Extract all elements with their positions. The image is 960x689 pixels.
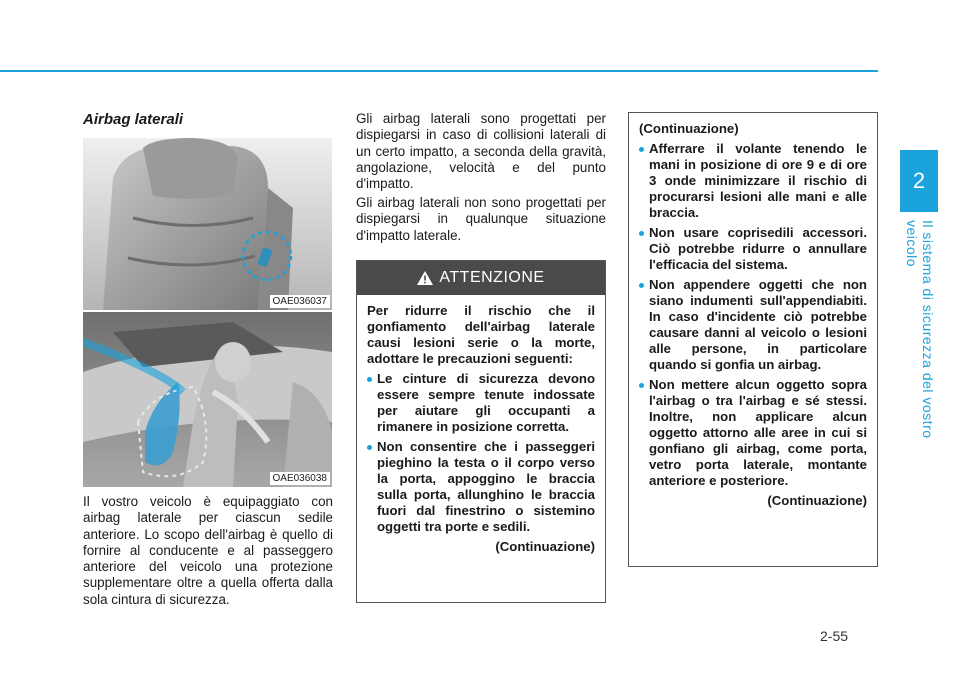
- bullet-icon: [367, 377, 372, 382]
- list-item: [639, 141, 867, 221]
- bullet-icon: [639, 147, 644, 152]
- warning-list: [367, 371, 595, 535]
- bullet-icon: [639, 231, 644, 236]
- list-item-text: Non mettere alcun oggetto sopra l'airbag o tra l'airbag e sé stessi. Inoltre, non applicare alcun oggetto attorno alle aree in cui si gonfiano gli airbag, come porta, vetro porta laterale, montante anteriore e posteriore.: [649, 377, 867, 488]
- list-item: [639, 277, 867, 373]
- interior-illustration: [83, 312, 332, 487]
- warning-header: [357, 261, 605, 295]
- bullet-icon: [639, 383, 644, 388]
- chapter-title: Il sistema di sicurezza del vostro veicolo: [904, 220, 936, 439]
- deploy-paragraph: Gli airbag laterali sono progettati per dispiegarsi in caso di collisioni laterali di un certo impatto, a seconda della gravità, angolazione, velocità e del punto d'impatto.: [356, 111, 606, 192]
- warning-box: [356, 260, 606, 603]
- list-item: [367, 371, 595, 435]
- warning-intro: Per ridurre il rischio che il gonfiamento dell'airbag laterale causi lesioni serie o la morte, adottare le precauzioni seguenti:: [367, 303, 595, 366]
- list-item-text: Non consentire che i passeggeri pieghino la testa o il corpo verso la porta, appoggino le braccia sulla porta, allunghino le braccia fuori dal finestrino o sistemino oggetti tra porte e sedili.: [377, 439, 595, 534]
- chapter-number: 2: [912, 168, 926, 193]
- list-item-text: Non usare coprisedili accessori. Ciò potrebbe ridurre o annullare l'efficacia del sistema.: [649, 225, 867, 272]
- list-item-text: Non appendere oggetti che non siano indumenti sull'appendiabiti. In caso d'incidente ciò potrebbe causare danni al veicolo o lesioni alle persone, in particolare quando si gonfia un airbag.: [649, 277, 867, 372]
- warning-icon: [417, 271, 433, 285]
- seat-illustration: [83, 138, 332, 310]
- figure-code-2: OAE036038: [270, 472, 331, 485]
- continuation-list: [639, 141, 867, 489]
- non-deploy-paragraph: Gli airbag laterali non sono progettati per dispiegarsi in qualunque situazione d'impatto laterale.: [356, 195, 606, 243]
- list-item-text: Le cinture di sicurezza devono essere sempre tenute indossate per aiutare gli occupanti a rimanere in posizione corretta.: [377, 371, 595, 434]
- page-number: 2-55: [820, 628, 849, 644]
- chapter-number-tab: [900, 150, 938, 212]
- section-heading: Airbag laterali: [83, 111, 184, 128]
- seat-airbag-figure: [83, 138, 332, 310]
- intro-paragraph: Il vostro veicolo è equipaggiato con airbag laterale per ciascun sedile anteriore. Lo scopo dell'airbag è quello di fornire al conducente e al passeggero anteriore del veicolo una protezione supplementare oltre a quella offerta dalla sola cintura di sicurezza.: [83, 494, 333, 607]
- warning-title: ATTENZIONE: [439, 269, 545, 286]
- bullet-icon: [367, 445, 372, 450]
- warning-continued: (Continuazione): [495, 539, 595, 554]
- interior-airbag-figure: [83, 312, 332, 487]
- list-item-text: Afferrare il volante tenendo le mani in posizione di ore 9 e di ore 3 onde minimizzare il rischio di procurarsi lesioni alle mani e alle braccia.: [649, 141, 867, 220]
- list-item: [367, 439, 595, 535]
- bullet-icon: [639, 283, 644, 288]
- warning-body: [357, 295, 605, 555]
- figure-code-1: OAE036037: [270, 295, 331, 308]
- list-item: [639, 377, 867, 489]
- header-rule: [0, 70, 878, 72]
- continuation-continued: (Continuazione): [767, 493, 867, 508]
- continuation-box: [628, 112, 878, 567]
- continuation-title: (Continuazione): [639, 121, 739, 136]
- list-item: [639, 225, 867, 273]
